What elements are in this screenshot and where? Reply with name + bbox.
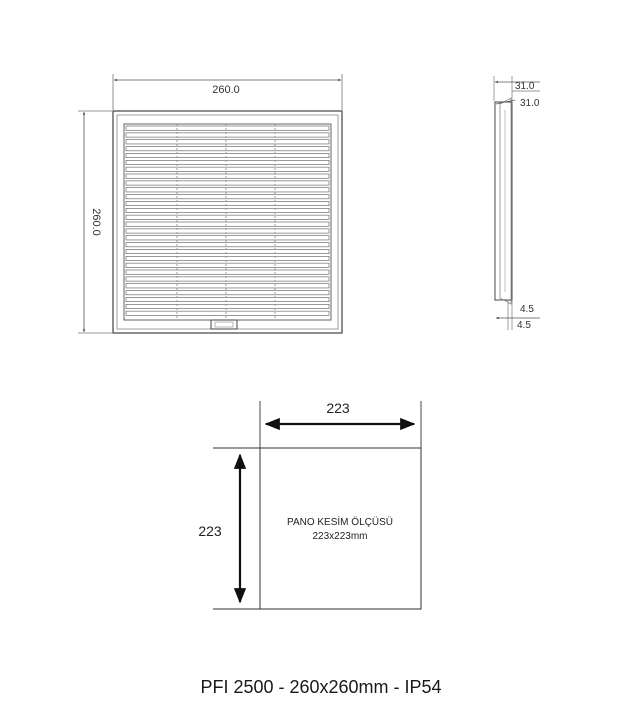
louver-slat [126, 249, 329, 253]
louver-slat [126, 270, 329, 274]
louver-slat [126, 167, 329, 171]
louver-slat [126, 174, 329, 178]
louver-slat [126, 201, 329, 205]
louver-slat [126, 229, 329, 233]
side-profile-outline [495, 102, 512, 300]
louver-slat [126, 236, 329, 240]
cutout-square [260, 448, 421, 609]
louver-slat [126, 284, 329, 288]
louver-slat [126, 215, 329, 219]
louver-slat [126, 126, 329, 130]
louver-slat [126, 208, 329, 212]
side-profile-flange [500, 98, 511, 304]
louver-slat [126, 160, 329, 164]
side-bottom-outer-label: 4.5 [517, 320, 531, 331]
front-height-label: 260.0 [90, 208, 102, 236]
louver-slat [126, 195, 329, 199]
louver-slat [126, 181, 329, 185]
product-caption: PFI 2500 - 260x260mm - IP54 [200, 677, 442, 697]
louver-slat [126, 256, 329, 260]
side-view [494, 76, 540, 331]
cutout-height-label: 223 [198, 523, 222, 539]
cutout-size: 223x223mm [312, 531, 368, 542]
louver-slat [126, 304, 329, 308]
louver-slat [126, 147, 329, 151]
grille-louvers [126, 126, 329, 315]
cutout-width-label: 223 [326, 400, 350, 416]
louver-slat [126, 188, 329, 192]
louver-slat [126, 277, 329, 281]
louver-slat [126, 222, 329, 226]
cutout-view [198, 400, 421, 609]
louver-slat [126, 140, 329, 144]
louver-slat [126, 153, 329, 157]
side-top-inner-label: 31.0 [520, 98, 540, 109]
louver-slat [126, 133, 329, 137]
louver-slat [126, 243, 329, 247]
front-view [78, 74, 342, 333]
louver-slat [126, 263, 329, 267]
louver-slat [126, 311, 329, 315]
side-top-outer-label: 31.0 [515, 81, 535, 92]
cutout-title: PANO KESİM ÖLÇÜSÜ [287, 517, 393, 528]
louver-slat [126, 291, 329, 295]
louver-slat [126, 297, 329, 301]
side-bottom-inner-label: 4.5 [520, 304, 534, 315]
front-width-label: 260.0 [212, 84, 240, 96]
